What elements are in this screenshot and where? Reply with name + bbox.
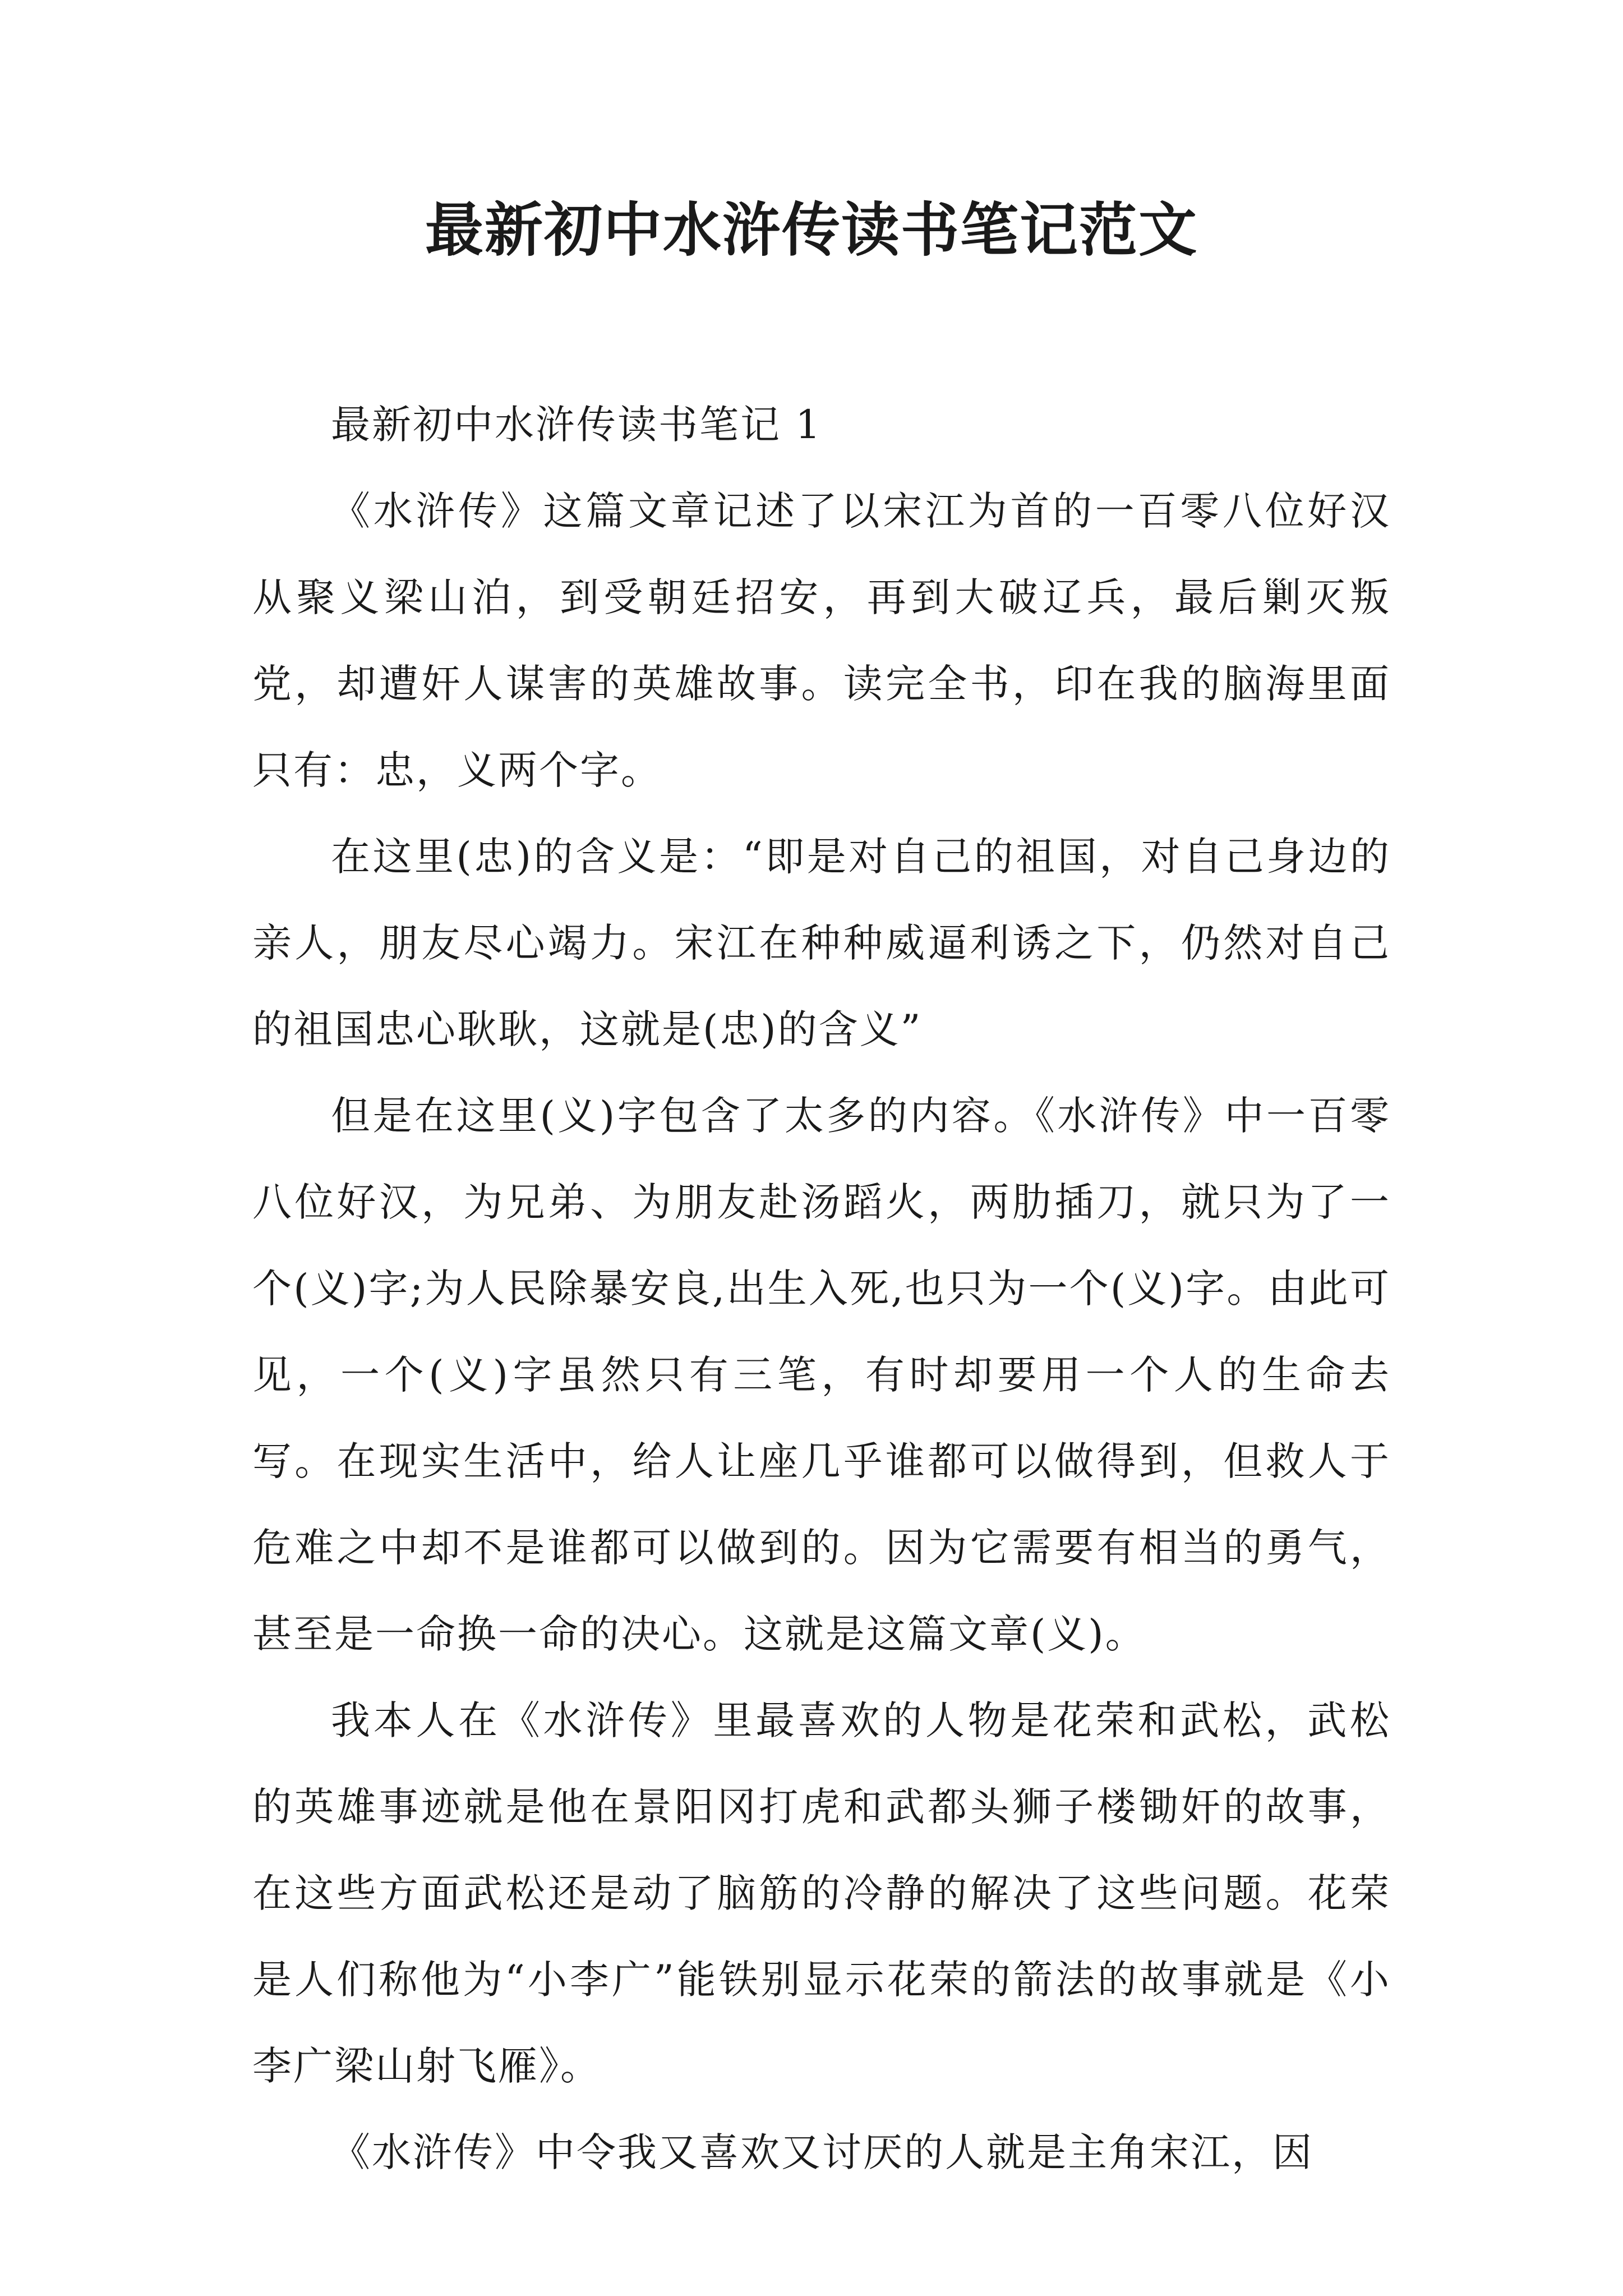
- section-heading: 最新初中水浒传读书笔记 1: [331, 402, 822, 448]
- paragraph: 《水浒传》中令我又喜欢又讨厌的人就是主角宋江，因: [331, 2129, 1313, 2175]
- paragraph: 我本人在《水浒传》里最喜欢的人物是花荣和武松，武松的英雄事迹就是他在景阳冈打虎和武都头狮子楼锄奸的故事，在这些方面武松还是动了脑筋的冷静的解决了这些问题。花荣是人们称他为“小李广”能铁别显示花荣的箭法的故事就是《小李广梁山射飞雁》。: [252, 1697, 1391, 2089]
- paragraph: 《水浒传》这篇文章记述了以宋江为首的一百零八位好汉从聚义梁山泊，到受朝廷招安，再到大破辽兵，最后剿灭叛党，却遭奸人谋害的英雄故事。读完全书，印在我的脑海里面只有：忠，义两个字。: [252, 488, 1391, 793]
- paragraph: 在这里(忠)的含义是：“即是对自己的祖国，对自己身边的亲人，朋友尽心竭力。宋江在种种威逼利诱之下，仍然对自己的祖国忠心耿耿，这就是(忠)的含义”: [252, 834, 1391, 1052]
- document-body: [252, 381, 1391, 2196]
- paragraph: 但是在这里(义)字包含了太多的内容。《水浒传》中一百零八位好汉，为兄弟、为朋友赴汤蹈火，两肋插刀，就只为了一个(义)字;为人民除暴安良,出生入死,也只为一个(义)字。由此可见，一个(义)字虽然只有三笔，有时却要用一个人的生命去写。在现实生活中，给人让座几乎谁都可以做得到，但救人于危难之中却不是谁都可以做到的。因为它需要有相当的勇气，甚至是一命换一命的决心。这就是这篇文章(义)。: [252, 1093, 1391, 1657]
- document-title: 最新初中水浒传读书笔记范文: [425, 195, 1198, 264]
